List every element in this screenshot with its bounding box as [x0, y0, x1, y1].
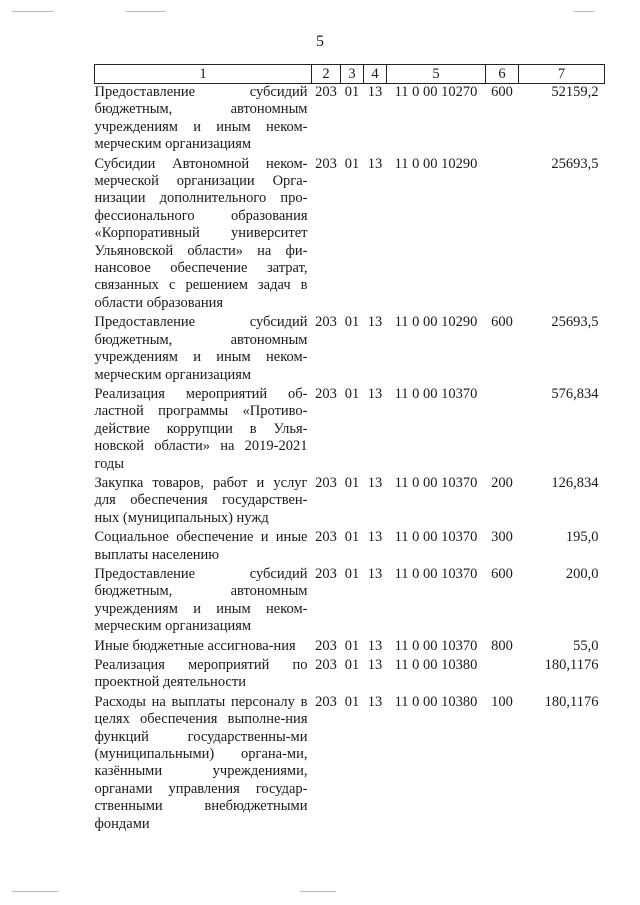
expense-name: Субсидии Автономной неком-мерческой организации Орга-низации дополнительного про-фессионального образования «Корпоративный университет Ульяновской области» на фи-нансовое обеспечение затрат, связанных с решением задач в области образования	[94, 155, 308, 311]
target-article-code: 11 0 00 10370	[394, 529, 478, 546]
scan-speck	[12, 891, 58, 892]
section-code: 01	[344, 529, 360, 546]
table-row	[95, 314, 605, 386]
expense-name: Иные бюджетные ассигнова-ния	[94, 637, 296, 654]
target-article-code: 11 0 00 10380	[394, 657, 478, 673]
column-header: 6	[486, 65, 519, 84]
table-row	[95, 84, 605, 156]
target-article-code: 11 0 00 10370	[394, 637, 478, 654]
expense-name: Закупка товаров, работ и услуг для обеспечения государствен-ных (муниципальных) нужд	[94, 474, 308, 526]
ministry-code: 203	[315, 314, 337, 331]
expense-type-code: 600	[491, 314, 513, 331]
scan-speck	[300, 891, 336, 892]
column-header: 5	[387, 65, 486, 84]
table-row	[95, 638, 605, 657]
subsection-code: 13	[367, 565, 383, 582]
ministry-code: 203	[315, 385, 337, 402]
ministry-code: 203	[315, 657, 337, 673]
target-article-code: 11 0 00 10370	[394, 474, 478, 491]
expense-type-code: 600	[491, 565, 513, 582]
column-header: 7	[519, 65, 605, 84]
subsection-code: 13	[367, 657, 383, 673]
table-row	[95, 529, 605, 566]
subsection-code: 13	[367, 155, 383, 172]
table-header-row	[95, 65, 605, 84]
expense-name: Расходы на выплаты персоналу в целях обеспечения выполне-ния функций государственны-ми (муниципальными) органа-ми, казёнными учреждениями, органами управления государ-ственными внебюджетными фондами	[94, 693, 308, 832]
subsection-code: 13	[367, 314, 383, 331]
amount: 576,834	[551, 385, 599, 402]
section-code: 01	[344, 385, 360, 402]
amount: 126,834	[551, 474, 599, 491]
ministry-code: 203	[315, 155, 337, 172]
column-header: 4	[364, 65, 387, 84]
amount: 200,0	[565, 565, 599, 582]
ministry-code: 203	[315, 565, 337, 582]
amount: 52159,2	[551, 84, 599, 100]
subsection-code: 13	[367, 693, 383, 710]
expense-name: Предоставление субсидий бюджетным, автономным учреждениям и иным неком-мерческим организациям	[94, 565, 308, 635]
ministry-code: 203	[315, 637, 337, 654]
expense-name: Социальное обеспечение и иные выплаты населению	[94, 529, 308, 563]
scan-speck	[574, 11, 594, 12]
budget-table	[94, 64, 605, 835]
section-code: 01	[344, 693, 360, 710]
expense-type-code: 200	[491, 474, 513, 491]
section-code: 01	[344, 637, 360, 654]
ministry-code: 203	[315, 84, 337, 100]
column-header: 2	[312, 65, 341, 84]
section-code: 01	[344, 657, 360, 673]
target-article-code: 11 0 00 10290	[394, 155, 478, 172]
expense-type-code: 600	[491, 84, 513, 100]
ministry-code: 203	[315, 474, 337, 491]
ministry-code: 203	[315, 693, 337, 710]
scan-speck	[12, 11, 54, 12]
ministry-code: 203	[315, 529, 337, 546]
page-number: 5	[316, 33, 324, 50]
amount: 55,0	[573, 637, 599, 654]
column-header: 3	[341, 65, 364, 84]
expense-type-code	[486, 386, 519, 475]
target-article-code: 11 0 00 10370	[394, 385, 478, 402]
amount: 180,1176	[544, 693, 599, 710]
amount: 180,1176	[544, 657, 599, 673]
expense-type-code: 800	[491, 637, 513, 654]
section-code: 01	[344, 565, 360, 582]
table-row	[95, 156, 605, 315]
amount: 25693,5	[551, 155, 599, 172]
subsection-code: 13	[367, 474, 383, 491]
expense-type-code: 100	[491, 693, 513, 710]
amount: 25693,5	[551, 314, 599, 331]
target-article-code: 11 0 00 10380	[394, 693, 478, 710]
table-row	[95, 657, 605, 694]
subsection-code: 13	[367, 385, 383, 402]
expense-name: Предоставление субсидий бюджетным, автономным учреждениям и иным неком-мерческим организациям	[94, 314, 308, 383]
target-article-code: 11 0 00 10370	[394, 565, 478, 582]
column-header: 1	[95, 65, 312, 84]
expense-type-code: 300	[491, 529, 513, 546]
section-code: 01	[344, 474, 360, 491]
table-row	[95, 475, 605, 529]
section-code: 01	[344, 84, 360, 100]
expense-name: Реализация мероприятий об-ластной программы «Противо-действие коррупции в Улья-новской области» на 2019-2021 годы	[94, 385, 308, 472]
table-row	[95, 566, 605, 638]
table-row	[95, 386, 605, 475]
expense-type-code	[486, 156, 519, 315]
amount: 195,0	[565, 529, 599, 546]
section-code: 01	[344, 314, 360, 331]
target-article-code: 11 0 00 10290	[394, 314, 478, 331]
expense-name: Предоставление субсидий бюджетным, автономным учреждениям и иным неком-мерческим организациям	[94, 84, 308, 153]
subsection-code: 13	[367, 637, 383, 654]
expense-type-code	[486, 657, 519, 694]
subsection-code: 13	[367, 529, 383, 546]
table-row	[95, 694, 605, 835]
expense-name: Реализация мероприятий по проектной деятельности	[94, 657, 308, 691]
scan-speck	[126, 11, 166, 12]
target-article-code: 11 0 00 10270	[394, 84, 478, 100]
subsection-code: 13	[367, 84, 383, 100]
section-code: 01	[344, 155, 360, 172]
